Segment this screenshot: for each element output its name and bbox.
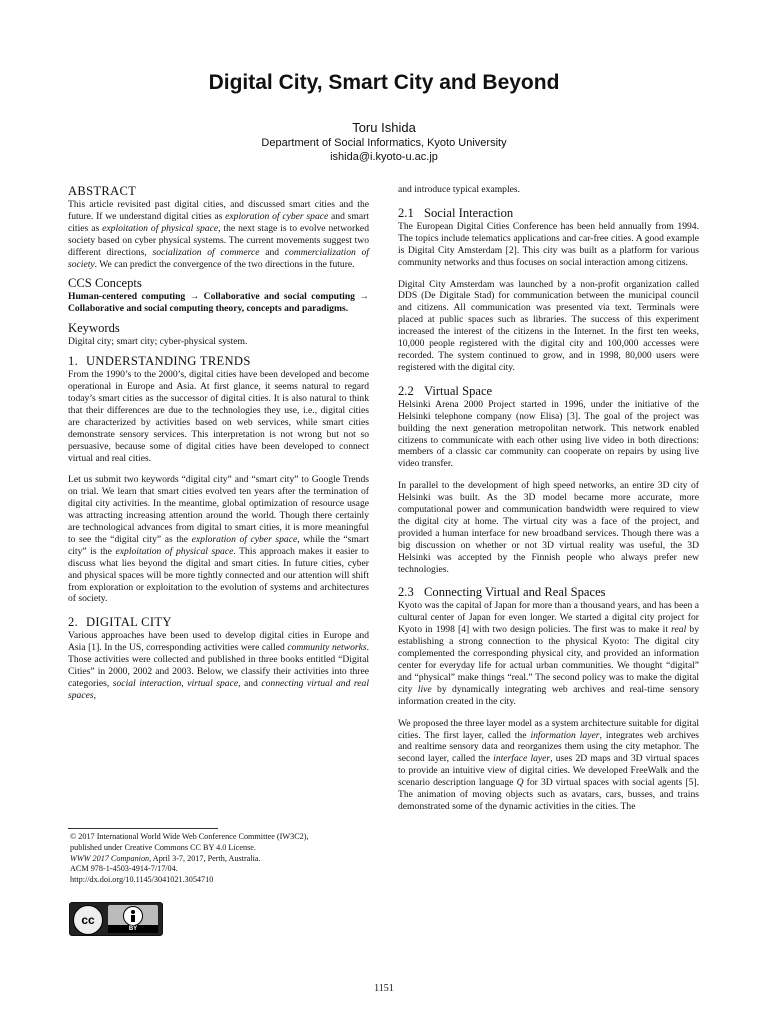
- italic-term: community networks: [287, 642, 367, 654]
- section-2-2-paragraph-2: In parallel to the development of high speed networks, an entire 3D city of Helsinki was built. As the 3D model became more accurate, more computational power and communication bandwidth were required to view the digital city at home. The virtual city was a face of the project, and provided a human interface for new broadband services. Though there was a big discussion on whether or not 3D virtual reality was useful, the 3D Helsinki was accepted by the Finnish people who always prefer new technologies.: [398, 480, 699, 575]
- ccs-heading: CCS Concepts: [68, 276, 142, 291]
- copyright-rule: [68, 828, 218, 829]
- abstract-text: This article revisited past digital cities, and discussed smart cities and the future. If we understand digital cities as exploration of cyber space and smart cities as exploitation of physical space, the next stage is to evolve networked society based on cyber physical systems. The current movements suggest two different directions, socialization of commerce and commercialization of society. We can predict the convergence of the two directions in the future.: [68, 199, 369, 270]
- section-2-3-paragraph-2: We proposed the three layer model as a system architecture suitable for digital cities. The first layer, called the information layer, integrates web archives and realtime sensory data and reorganizes them using the city metaphor. The second layer, called the interface layer, uses 2D maps and 3D virtual spaces to provide an intuitive view of digital cities. We developed FreeWalk and the scenario description language Q for 3D virtual spaces with social agents [5]. The animation of moving objects such as avatars, cars, busses, and trains demonstrated some of the dynamic activities in the cities. The: [398, 717, 700, 812]
- section-2-2-heading: [398, 384, 699, 399]
- section-1-heading: [68, 354, 369, 369]
- left-column: [68, 184, 369, 702]
- section-2-continuation: and introduce typical examples.: [398, 184, 521, 195]
- italic-term: real: [671, 624, 687, 636]
- section-2-heading: [68, 615, 369, 630]
- section-2-1-number: 2.1: [398, 205, 414, 220]
- author-name: Toru Ishida: [352, 120, 416, 135]
- section-2-3-title: Connecting Virtual and Real Spaces: [424, 585, 606, 600]
- section-1-paragraph-1: From the 1990’s to the 2000’s, digital cities have been developed and become operational in Europe and Asia. At first glance, it seems natural to regard today’s smart cities as the successor of digital cities. It is also natural to think that their differences are due to the technologies they use, i.e., digital cities are characterized by activities based on web services, while smart cities demonstrate sensory services. This interpretation is not wrong but not so persuasive, because some of digital cities have been developed to connect virtual and real cities.: [68, 369, 369, 464]
- section-2-1-title: Social Interaction: [424, 205, 514, 220]
- abstract-heading: ABSTRACT: [68, 184, 137, 198]
- italic-term: virtual space: [187, 678, 239, 689]
- copyright-block: [68, 832, 369, 886]
- section-1-title: UNDERSTANDING TRENDS: [86, 354, 251, 369]
- right-column: [398, 184, 699, 813]
- italic-term: exploration of cyber space: [225, 210, 329, 222]
- italic-term: information layer: [530, 729, 600, 741]
- cc-by-label: BY: [108, 925, 158, 933]
- cc-by-license-icon: [69, 902, 163, 936]
- page-number: 1151: [374, 983, 394, 994]
- italic-term: live: [417, 683, 432, 695]
- paper-title: Digital City, Smart City and Beyond: [208, 71, 560, 94]
- copyright-line: © 2017 International World Wide Web Conference Committee (IW3C2),: [70, 832, 309, 841]
- section-2-3-heading: [398, 585, 699, 600]
- copyright-line: published under Creative Commons CC BY 4.0 License.: [70, 842, 256, 852]
- section-2-paragraph-1: Various approaches have been used to develop digital cities in Europe and Asia [1]. In the US, corresponding activities were called community networks. Those activities were collected and published in three books entitled “Digital Cities” in 2000, 2002 and 2003. Below, we classify their activities into three categories, social interaction, virtual space, and connecting virtual and real spaces,: [68, 630, 369, 701]
- section-2-title: DIGITAL CITY: [86, 615, 172, 630]
- section-2-3-number: 2.3: [398, 585, 414, 600]
- section-2-number: 2.: [68, 615, 79, 630]
- section-2-1-paragraph-1: The European Digital Cities Conference has been held annually from 1994. The topics include telematics applications and car-free cities. A good example is Digital City Amsterdam [2]. This city was built as a platform for various community networks and thus focuses on social interaction among citizens.: [398, 220, 699, 268]
- italic-term: interface layer: [493, 753, 551, 765]
- italic-term: social interaction: [112, 678, 182, 689]
- author-email: ishida@i.kyoto-u.ac.jp: [330, 151, 438, 163]
- italic-term: socialization of commerce: [152, 246, 260, 258]
- section-2-3-paragraph-1: Kyoto was the capital of Japan for more than a thousand years, and has been a cultural center of Japan for even longer. We started a digital city project for Kyoto in 1998 [4] with two design policies. The first was to make it real by establishing a strong connection to the physical Kyoto: The digital city complemented the corresponding physical city, and provided an information center for everyday life for actual urban communities. We thought “digital” and “physical” make things “real.” The second policy was to make the digital city live by dynamically integrating web archives and real-time sensory information created in the city.: [398, 600, 699, 707]
- attribution-person-icon: [123, 906, 143, 926]
- keywords-text: Digital city; smart city; cyber-physical system.: [68, 336, 248, 348]
- copyright-line: http://dx.doi.org/10.1145/3041021.3054710: [70, 875, 214, 885]
- keywords-heading: Keywords: [68, 321, 120, 336]
- italic-term: Q: [516, 777, 524, 789]
- section-2-2-title: Virtual Space: [424, 383, 493, 398]
- italic-term: exploitation of physical space: [102, 222, 219, 234]
- section-1-paragraph-2: Let us submit two keywords “digital city” and “smart city” to Google Trends on trial. We learn that smart cities evolved ten years after the termination of digital city activities. In the meantime, global optimization of resource usage was attracting increasing attention around the world. Though there certainly are technological advances from digital to smart cities, it is more meaningful to see the “digital city” as the exploration of cyber space, while the “smart city” is the exploitation of physical space. This approach makes it easier to discuss what lies beyond the digital and smart cities. In future cities, cyber and physical spaces will be more tightly connected and our attention will shift from exploration or exploitation to the evolution of systems and architectures of society.: [68, 474, 369, 605]
- section-2-1-heading: [398, 206, 699, 221]
- author-affiliation: Department of Social Informatics, Kyoto University: [261, 137, 507, 149]
- ccs-text: Human-centered computing → Collaborative and social computing → Collaborative and social computing theory, concepts and paradigms.: [68, 291, 369, 315]
- italic-term: commercialization of society: [68, 246, 369, 270]
- copyright-line: WWW 2017 Companion, April 3-7, 2017, Perth, Australia.: [70, 853, 261, 863]
- section-1-number: 1.: [68, 354, 79, 369]
- section-2-2-number: 2.2: [398, 383, 414, 398]
- italic-term: exploitation of physical space: [115, 545, 234, 557]
- section-2-1-paragraph-2: Digital City Amsterdam was launched by a non-profit organization called DDS (De Digitale Stad) for communication between the municipal council and citizens. All communication was presented via text. Terminals were placed at public spaces such as libraries. The success of this experiment increased the interest of the citizens in the Internet. In the first ten weeks, 10,000 people registered with the digital city and 100,000 accesses were recorded. The system continued to grow, and in 1998, 80,000 users were registered with the digital city.: [398, 278, 699, 373]
- copyright-line: ACM 978-1-4503-4914-7/17/04.: [70, 864, 178, 874]
- creative-commons-icon: cc: [73, 905, 103, 935]
- italic-term: exploration of cyber space: [191, 533, 298, 545]
- italic-term: WWW 2017 Companion: [70, 853, 150, 863]
- italic-term: connecting virtual and real spaces: [68, 678, 369, 701]
- section-2-2-paragraph-1: Helsinki Arena 2000 Project started in 1996, under the initiative of the Helsinki telephone company (now Elisa) [3]. The goal of the project was building the next generation metropolitan network. This network enabled citizens to communicate with each other using live video in both directions: members of a classic car community can cooperate on repairs by using live video transfer.: [398, 398, 699, 470]
